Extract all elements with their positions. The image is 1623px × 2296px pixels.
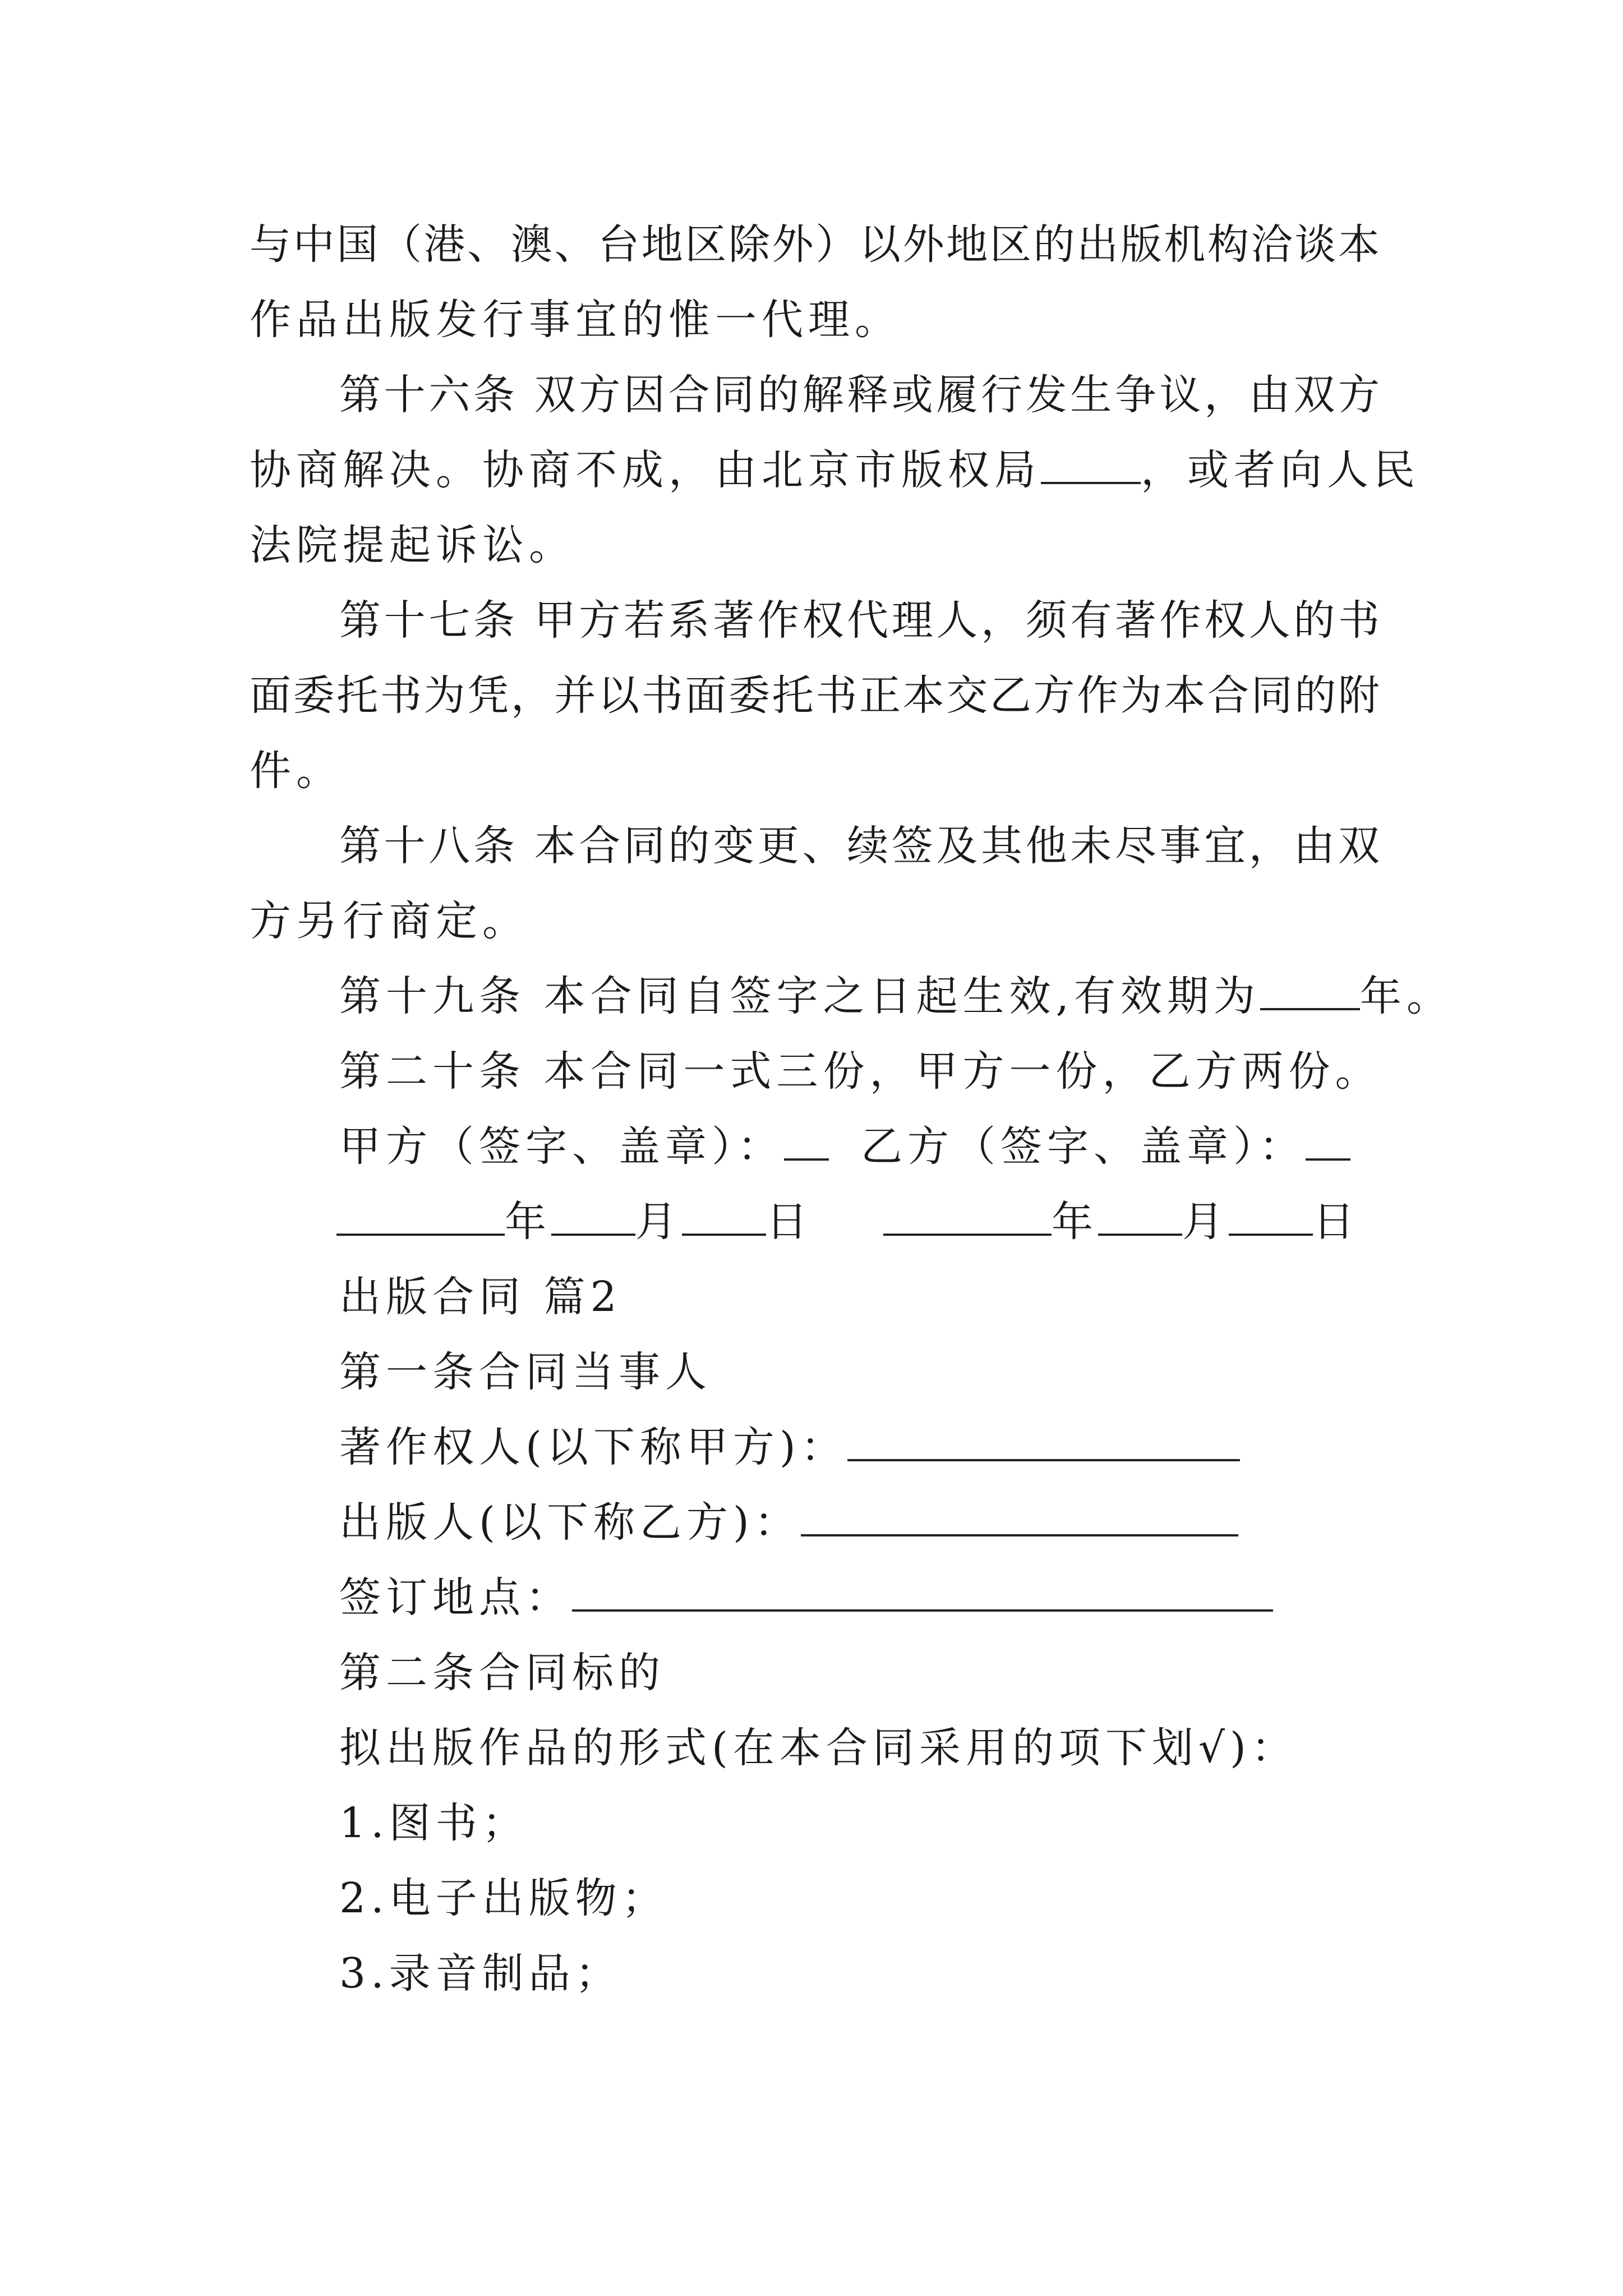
field-label: 出版人(以下称乙方)： (339, 1498, 801, 1547)
signing-place-blank (572, 1575, 1273, 1612)
paragraph-line: 作品出版发行事宜的惟一代理。 (250, 296, 901, 344)
signature-blank (784, 1124, 829, 1161)
article-17-line: 件。 (250, 747, 343, 795)
party-b-label: 乙方（签字、盖章）： (861, 1122, 1306, 1171)
list-item: 3.录音制品； (339, 1949, 622, 1998)
signing-place-field (339, 1572, 1273, 1623)
party-a-field (339, 1422, 1240, 1473)
blank-field (1260, 973, 1360, 1010)
form-instruction: 拟出版作品的形式(在本合同采用的项下划√)： (339, 1724, 1298, 1772)
month-blank (1098, 1199, 1182, 1236)
article-19-text: 第十九条 本合同自签字之日起生效,有效期为 (339, 972, 1261, 1020)
month-label: 月 (1182, 1198, 1229, 1246)
day-label: 日 (1313, 1198, 1359, 1246)
party-b-blank (801, 1499, 1238, 1536)
year-label: 年 (1052, 1198, 1098, 1246)
article-heading: 第一条合同当事人 (339, 1348, 712, 1396)
day-label: 日 (766, 1198, 813, 1246)
article-16-line: 法院提起诉讼。 (250, 521, 575, 569)
article-heading: 第二条合同标的 (339, 1649, 665, 1697)
blank-field (1041, 447, 1141, 484)
article-16-line (250, 445, 1420, 495)
article-19-line (339, 971, 1453, 1022)
list-item: 1.图书； (339, 1799, 529, 1847)
article-18-line: 第十八条 本合同的变更、续签及其他未尽事宜，由双 (339, 822, 1380, 870)
party-b-field (339, 1497, 1238, 1548)
party-a-blank (847, 1424, 1240, 1461)
article-16-text: 协商解决。协商不成，由北京市版权局 (250, 446, 1041, 494)
year-blank (336, 1199, 505, 1236)
list-item: 2.电子出版物； (339, 1874, 668, 1922)
day-blank (682, 1199, 766, 1236)
article-20-line: 第二十条 本合同一式三份，甲方一份，乙方两份。 (339, 1047, 1382, 1096)
year-label: 年 (505, 1198, 551, 1246)
party-a-date-line (336, 1197, 813, 1247)
article-17-line: 第十七条 甲方若系著作权代理人，须有著作权人的书 (339, 596, 1380, 645)
article-17-line: 面委托书为凭，并以书面委托书正本交乙方作为本合同的附 (250, 671, 1380, 720)
article-18-line: 方另行商定。 (250, 897, 529, 945)
paragraph-line: 与中国（港、澳、台地区除外）以外地区的出版机构洽谈本 (250, 220, 1380, 269)
article-16-line: 第十六条 双方因合同的解释或履行发生争议，由双方 (339, 371, 1380, 419)
party-a-label: 甲方（签字、盖章）： (339, 1122, 784, 1171)
signature-blank (1306, 1124, 1350, 1161)
party-b-date-line (883, 1197, 1359, 1247)
month-blank (551, 1199, 635, 1236)
month-label: 月 (635, 1198, 682, 1246)
article-16-text: ，或者向人民 (1141, 446, 1420, 494)
year-blank (883, 1199, 1052, 1236)
article-19-text: 年。 (1360, 972, 1454, 1020)
field-label: 签订地点： (339, 1573, 572, 1622)
section-title: 出版合同 篇2 (339, 1273, 622, 1321)
day-blank (1229, 1199, 1313, 1236)
party-a-signature-label (339, 1121, 829, 1172)
party-b-signature-label (861, 1121, 1350, 1172)
field-label: 著作权人(以下称甲方)： (339, 1423, 847, 1471)
